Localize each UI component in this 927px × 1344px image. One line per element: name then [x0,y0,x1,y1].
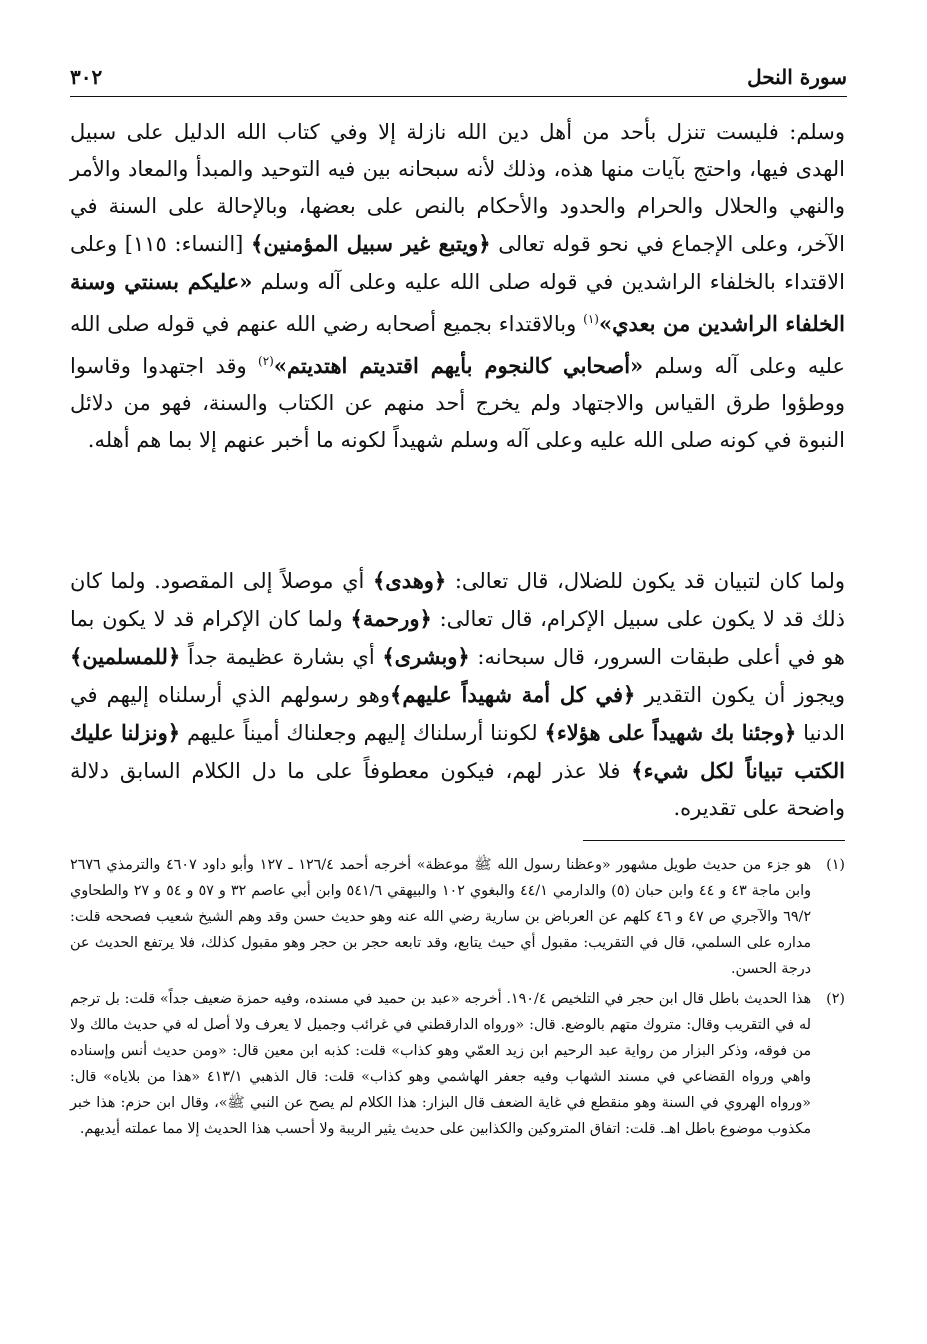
footnote-text: هو جزء من حديث طويل مشهور «وعظنا رسول الله ﷺ موعظة» أخرجه أحمد ١٢٦/٤ ـ ١٢٧ وأبو داود ٤٦٠٧ والترمذي ٢٦٧٦ وابن ماجة ٤٣ و ٤٤ وابن حبان (٥) والدارمي ٤٤/١ والبغوي ١٠٢ والبيهقي ٥٤١/٦ وابن أبي عاصم ٣٢ و ٥٧ و ٥٤ و ٢٧ والطحاوي ٦٩/٢ والآجري ص ٤٧ و ٤٦ كلهم عن العرباض بن سارية رضي الله عنه وهو حديث حسن وقد وهم الشيخ شعيب فصححه قلت: مداره على السلمي، قال في التقريب: مقبول أي حيث يتابع، وقد تابعه حجر بن حجر وهو مقبول كذلك، فلا يرتفع الحديث عن درجة الحسن. [70,857,812,977]
quran-quote: ﴿ورحمة﴾ [350,606,432,631]
footnotes [70,852,845,1146]
paragraph-text: وسلم: فليست تنزل بأحد من أهل دين الله نازلة إلا وفي كتاب الله الدليل على سبيل الهدى فيها، واحتج بآيات منها هذه، وذلك لأنه سبحانه بين فيه التوحيد والمبدأ والمعاد والأمر والنهي والحلال والحرام والحدود والأحكام بالنص على بعضها، وبالإحالة على السنة في الآخر، وعلى الإجماع في نحو قوله تعالى [70,120,846,256]
footnote-number: (٢) [826,991,845,1007]
footnote-divider [583,840,845,841]
paragraph-text: [النساء: ١١٥] وعلى الاقتداء بالخلفاء الراشدين في قوله صلى الله عليه وعلى آله وسلم [70,232,845,294]
main-paragraph-1 [70,114,845,459]
hadith-quote: «عليكم بسنتي وسنة الخلفاء الراشدين من بعدي» [70,269,845,336]
paragraph-text: أي بشارة عظيمة جداً [180,645,383,669]
paragraph-text: ولما كان لتبيان قد يكون للضلال، قال تعالى: [446,569,845,593]
quran-quote: ﴿ونزلنا عليك الكتب تبياناً لكل شيء﴾ [70,720,845,783]
paragraph-text: فلا عذر لهم، فيكون معطوفاً على ما دل الكلام السابق دلالة واضحة على تقديره. [70,759,845,820]
paragraph-text: أي موصلاً إلى المقصود. ولما كان ذلك قد لا يكون على سبيل الإكرام، قال تعالى: [70,569,845,631]
paragraph-text: وبالاقتداء بجميع أصحابه رضي الله عنهم في قوله صلى الله عليه وعلى آله وسلم [70,312,845,378]
hadith-quote: «أصحابي كالنجوم بأيهم اقتديتم اهتديتم» [273,353,644,378]
quran-quote: ﴿في كل أمة شهيداً عليهم﴾ [390,682,636,707]
page-number: ٣٠٢ [70,65,103,89]
header-divider [70,96,847,97]
quran-quote: ﴿وبشرى﴾ [382,644,470,669]
footnote-ref[interactable]: (٢) [258,354,274,368]
paragraph-text: لكوننا أرسلناك إليهم وجعلناك أميناً عليهم [180,721,545,745]
surah-title: سورة النحل [747,65,847,89]
footnote-ref[interactable]: (١) [583,312,599,326]
footnote-number: (١) [826,857,845,873]
page-header [70,62,847,92]
footnote-item [70,852,845,982]
main-paragraph-2 [70,562,845,827]
quran-quote: ﴿للمسلمين﴾ [70,644,181,669]
quran-quote: ﴿وجئنا بك شهيداً على هؤلاء﴾ [544,720,797,745]
paragraph-text: وقد اجتهدوا وقاسوا ووطؤوا طرق القياس والاجتهاد ولم يخرج أحد منهم عن الكتاب والسنة، فهو من دلائل النبوة في كونه صلى الله عليه وعلى آله وسلم شهيداً لكونه ما أخبر عنهم إلا بما هم أهله. [70,354,845,452]
paragraph-text: وهو رسولهم الذي أرسلناه إليهم في الدنيا [70,683,846,745]
paragraph-text: ويجوز أن يكون التقدير [635,683,845,707]
quran-quote: ﴿ويتبع غير سبيل المؤمنين﴾ [251,231,491,256]
footnote-item [70,986,845,1142]
quran-quote: ﴿وهدى﴾ [372,568,447,593]
footnote-text: هذا الحديث باطل قال ابن حجر في التلخيص ١٩٠/٤. أخرجه «عبد بن حميد في مسنده، وفيه حمزة ضعيف جداً» قلت: بل ترجم له في التقريب وقال: متروك متهم بالوضع. قال: «ورواه الدارقطني في غرائب وجميل لا يعرف ولا أصل له في حديث مالك ولا من فوقه، وذكر البزار من رواية عبد الرحيم ابن زيد العمّي وهو كذاب» قلت: كذبه ابن معين قال: «ومن حديث أنس وإسناده واهي ورواه القضاعي في مسند الشهاب وفيه جعفر الهاشمي وهو كذاب» قلت: قال الذهبي ٤١٣/١ «هذا من بلاياه» قال: «ورواه الهروي في السنة وهو منقطع في غاية الضعف قال البزار: هذا الكلام لم يصح عن النبي ﷺ»، وقال ابن حزم: هذا خبر مكذوب موضوع باطل اهـ. قلت: اتفاق المتروكين والكذابين على حديث يثير الريبة ولا أحسب هذا الحديث إلا مما عملته أيديهم. [70,991,811,1137]
paragraph-text: ولما كان الإكرام قد لا يكون بما هو في أعلى طبقات السرور، قال سبحانه: [70,607,845,669]
